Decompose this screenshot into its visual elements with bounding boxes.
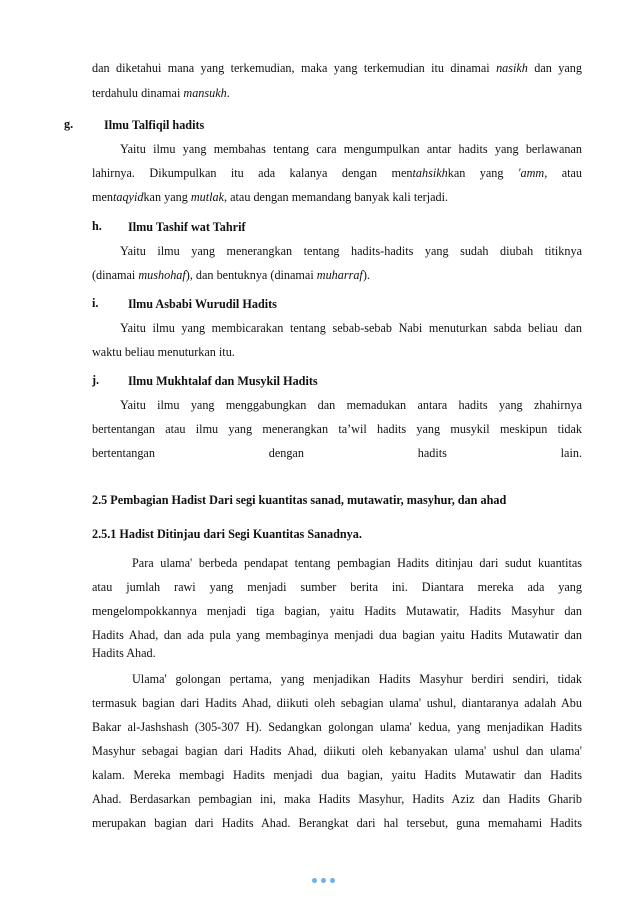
text-line: merupakan bagian dari Hadits Ahad. Berangkat dari hal tersebut, guna memahami Hadits (92, 816, 582, 830)
dot (321, 878, 326, 883)
text-line: atau jumlah rawi yang menjadi sumber berita ini. Diantara mereka ada yang (92, 580, 582, 594)
text-line: kalam. Mereka membagi Hadits menjadi dua bagian, yaitu Hadits Mutawatir dan Hadits (92, 768, 582, 782)
text-line: bertentangan atau ilmu yang menerangkan ta’wil hadits yang musykil meskipun tidak (92, 422, 582, 436)
dot (312, 878, 317, 883)
section-g-marker: g. (64, 117, 74, 131)
text-line: Hadits Ahad, dan ada pula yang membaginya menjadi dua bagian yaitu Hadits Mutawatir dan (92, 628, 582, 642)
text-line: Ahad. Berdasarkan pembagian ini, maka Hadits Masyhur, Hadits Aziz dan Hadits Gharib (92, 792, 582, 806)
section-i-marker: i. (92, 296, 99, 310)
section-j-title: Ilmu Mukhtalaf dan Musykil Hadits (128, 374, 318, 388)
section-heading-2-5-1: 2.5.1 Hadist Ditinjau dari Segi Kuantitas Sanadnya. (92, 527, 362, 541)
text-line: waktu beliau menuturkan itu. (92, 345, 235, 359)
text-line: Yaitu ilmu yang menggabungkan dan memadukan antara hadits yang zhahirnya (120, 398, 582, 412)
text-line: (dinamai mushohaf), dan bentuknya (dinamai muharraf). (92, 268, 370, 282)
section-g-title: Ilmu Talfiqil hadits (104, 118, 205, 132)
text-line: termasuk bagian dari Hadits Ahad, diikuti oleh sebagian ulama' ushul, diantaranya adalah Abu (92, 696, 582, 710)
text-line: mengelompokkannya menjadi tiga bagian, yaitu Hadits Mutawatir, Hadits Masyhur dan (92, 604, 582, 618)
text-line: terdahulu dinamai mansukh. (92, 86, 230, 100)
text-line: mentaqyidkan yang mutlak, atau dengan memandang banyak kali terjadi. (92, 190, 449, 204)
section-j-marker: j. (92, 373, 100, 387)
text-line: Yaitu ilmu yang menerangkan tentang hadits-hadits yang sudah diubah titiknya (120, 244, 582, 258)
section-i-title: Ilmu Asbabi Wurudil Hadits (128, 297, 277, 311)
text-line: Bakar al-Jashshash (305-307 H). Sedangkan golongan ulama' kedua, yang menjadikan Hadits (92, 720, 582, 734)
text-line: lahirnya. Dikumpulkan itu ada kalanya dengan mentahsikhkan yang 'amm, atau (92, 166, 582, 180)
text-line: Hadits Ahad. (92, 646, 156, 660)
text-line: Para ulama' berbeda pendapat tentang pembagian Hadits ditinjau dari sudut kuantitas (132, 556, 582, 570)
more-dots-icon[interactable] (312, 878, 335, 883)
section-heading-2-5: 2.5 Pembagian Hadist Dari segi kuantitas sanad, mutawatir, masyhur, dan ahad (92, 493, 507, 507)
text-line: Yaitu ilmu yang membicarakan tentang sebab-sebab Nabi menuturkan sabda beliau dan (120, 321, 582, 335)
text-line: Ulama' golongan pertama, yang menjadikan Hadits Masyhur berdiri sendiri, tidak (132, 672, 582, 686)
text-line: bertentangan dengan hadits lain. (92, 446, 582, 460)
text-line: dan diketahui mana yang terkemudian, maka yang terkemudian itu dinamai nasikh dan yang (92, 61, 582, 75)
dot (330, 878, 335, 883)
text-line: Yaitu ilmu yang membahas tentang cara mengumpulkan antar hadits yang berlawanan (120, 142, 582, 156)
section-h-marker: h. (92, 219, 102, 233)
section-h-title: Ilmu Tashif wat Tahrif (128, 220, 246, 234)
term-mansukh: mansukh (183, 86, 227, 100)
term-nasikh: nasikh (496, 61, 528, 75)
text-line: Masyhur sebagai bagian dari Hadits Ahad, diikuti oleh kebanyakan ulama' ushul dan ulama' (92, 744, 582, 758)
